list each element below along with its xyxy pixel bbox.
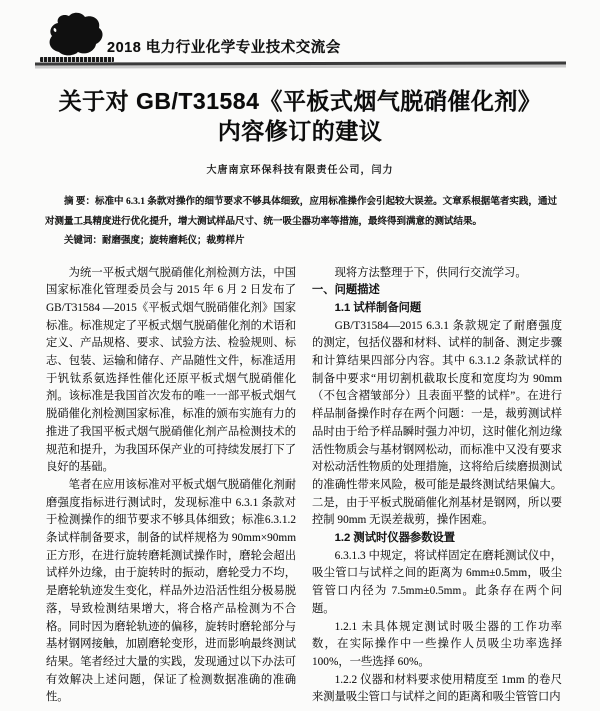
keywords-label: 关键词： (64, 236, 103, 246)
paper-title-line1: 关于对 GB/T31584《平板式烟气脱硝催化剂》 (58, 88, 542, 114)
keywords-line (45, 232, 557, 252)
right-paragraph-1: GB/T31584—2015 6.3.1 条款规定了耐磨强度的测定，包括仪器和材料、试样的制备、测定步骤和计算结果四部分内容。其中 6.3.1.2 条款试样的制备中要求“用切割机截取长度和宽度均为 90mm（不包含褶皱部分）且表面平整的试样”。在进行样品制备操作时存在两个问题：一是，裁剪测试样品时由于给予样品瞬时强力冲切，这时催化剂边缘活性物质会与基材钢网松动，而标准中又没有要求对松动活性物质的处理措施，这将给后续磨损测试的准确性带来风险，极可能是最终测试结果偏大。二是，由于平板式脱硝催化剂基材是钢网，所以要控制 90mm 无误差裁剪，操作困难。 (312, 319, 562, 527)
abstract-block (45, 193, 557, 252)
keywords-text: 耐磨强度；旋转磨耗仪；裁剪样片 (102, 236, 245, 246)
paper-title-line2: 内容修订的建议 (217, 118, 383, 144)
left-paragraph-1: 为统一平板式烟气脱硝催化剂检测方法，中国国家标准化管理委员会与 2015 年 6 月 2 日发布了 GB/T31584 —2015《平板式烟气脱硝催化剂》国家标准。标准规定了平板式烟气脱硝催化剂的术语和定义、产品规格、要求、试验方法、检验规则、标志、包装、运输和储存、产品随性文件，标准适用于钒钛系氨选择性催化还原平板式烟气脱硝催化剂。该标准是我国首次发布的唯一一部平板式烟气脱硝催化剂检测国家标准，标准的颁布实施有力的推进了我国平板式烟气脱硝催化剂产品检测技术的规范和提升，为我国环保产业的可持续发展打下了良好的基础。 (46, 266, 296, 474)
abstract-label: 摘 要： (64, 197, 95, 207)
paper-title (30, 86, 570, 146)
logo-caption-microtext (40, 57, 114, 62)
section-1-heading: 一、问题描述 (312, 284, 380, 297)
left-column (46, 265, 296, 708)
section-1-1-heading: 1.1 试样制备问题 (334, 301, 422, 314)
right-column (312, 265, 562, 708)
left-paragraph-2: 笔者在应用该标准对平板式烟气脱硝催化剂耐磨强度指标进行测试时，发现标准中 6.3.1 条款对于检测操作的细节要求不够具体细致；标准6.3.1.2 条试样制备要求，制备的试样规格为 90mm×90mm 正方形，在进行旋转磨耗测试操作时，磨轮会超出试样外边缘，由于旋转时的振动，磨轮受力不均，是磨轮轨迹发生变化，样品外边沿活性组分极易脱落，导致检测结果增大，将合格产品检测为不合格。同时因为磨轮轨迹的偏移，旋转时磨轮部分与基材钢网接触，加剧磨轮变形，进而影响最终测试结果。笔者经过大量的实践，发现通过以下办法可有效解决上述问题，保证了检测数据准确的准确性。 (46, 478, 296, 704)
abstract-paragraph (45, 193, 557, 232)
author-line: 大唐南京环保科技有限责任公司，闫力 (206, 165, 394, 176)
section-1-2-heading: 1.2 测试时仪器参数设置 (334, 532, 456, 545)
right-paragraph-3: 1.2.1 未具体规定测试时吸尘器的工作功率数，在实际操作中一些操作人员吸尘功率选择 100%，一些选择 60%。 (312, 620, 562, 668)
conference-logo-icon (44, 11, 108, 57)
abstract-text: 标准中 6.3.1 条款对操作的细节要求不够具体细致，应用标准操作会引起较大误差。文章系根据笔者实践，通过对测量工具精度进行优化提升，增大测试样品尺寸、统一吸尘器功率等措施，最终得到满意的测试结果。 (45, 197, 557, 227)
right-paragraph-4: 1.2.2 仪器和材料要求使用精度至 1mm 的卷尺来测量吸尘管口与试样之间的距离和吸尘管管口内 (312, 673, 562, 704)
body-columns (46, 265, 562, 708)
conference-title: 2018 电力行业化学专业技术交流会 (107, 40, 341, 56)
right-intro-paragraph: 现将方法整理于下，供同行交流学习。 (334, 266, 527, 279)
right-paragraph-2: 6.3.1.3 中规定，将试样固定在磨耗测试仪中，吸尘管口与试样之间的距离为 6mm±0.5mm，吸尘管管口内径为 7.5mm±0.5mm。此条存在两个问题。 (312, 549, 562, 615)
